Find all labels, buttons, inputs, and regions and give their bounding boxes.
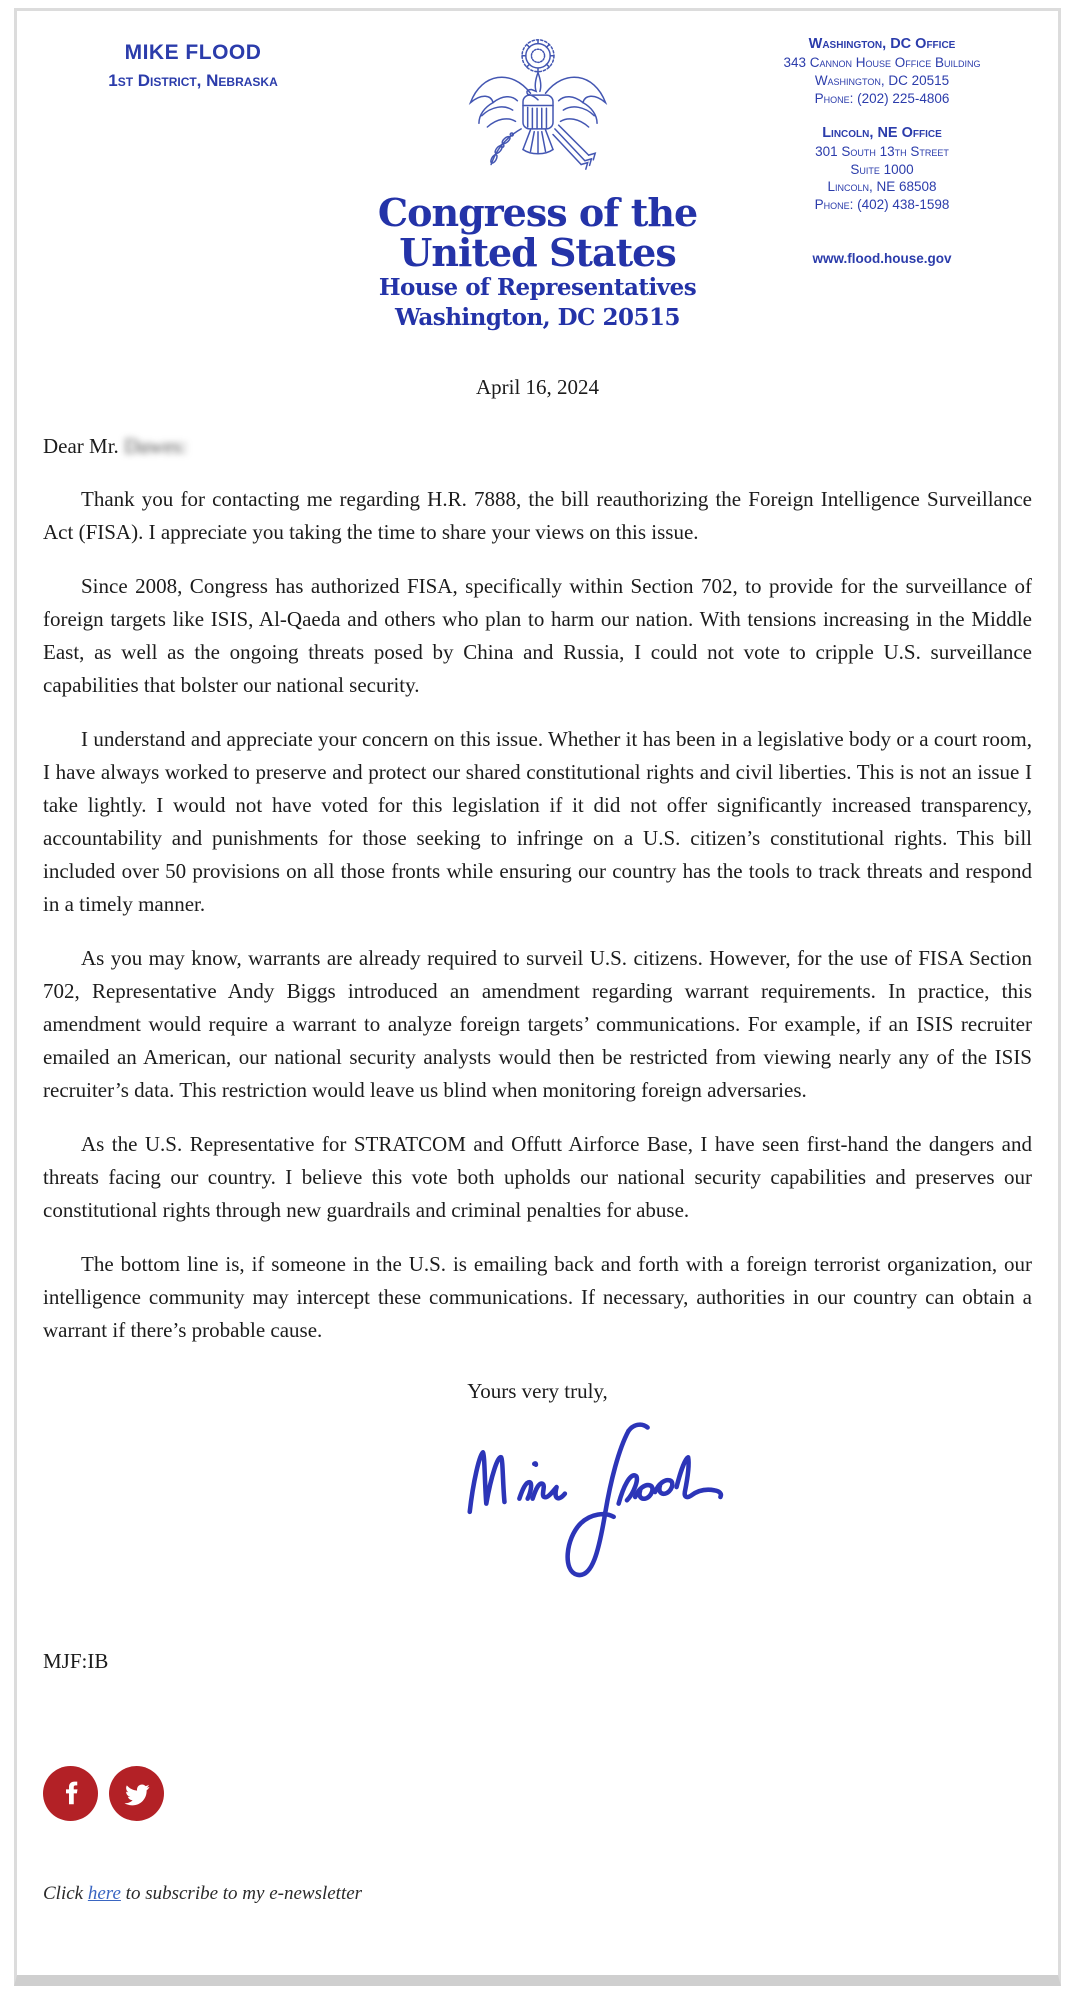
- house-subtitle: House of Representatives: [378, 273, 697, 301]
- letter-page: [14, 8, 1061, 1986]
- salutation-prefix: Dear Mr.: [43, 433, 125, 458]
- dc-office-address-2: Washington, DC 20515: [814, 72, 950, 88]
- twitter-icon: [122, 1778, 152, 1808]
- paragraph-1: Thank you for contacting me regarding H.R. 7888, the bill reauthorizing the Foreign Intelligence Surveillance Act (FISA). I appreciate you taking the time to share your views on this issue.: [43, 486, 1032, 544]
- paragraph-3: I understand and appreciate your concern on this issue. Whether it has been in a legislative body or a court room, I have always worked to preserve and protect our shared constitutional rights and civil liberties. This is not an issue I take lightly. I would not have voted for this legislation if it did not offer significantly increased transparency, accountability and punishments for those seeking to infringe on a U.S. citizen’s constitutional rights. This bill included over 50 provisions on all those fronts while ensuring our country has the tools to track threats and respond in a timely manner.: [43, 726, 1032, 916]
- newsletter-prefix: Click: [43, 1882, 88, 1904]
- letter-date: April 16, 2024: [475, 374, 600, 399]
- newsletter-line: [43, 1883, 1032, 1905]
- letterhead-center: [343, 27, 732, 333]
- newsletter-here-link[interactable]: here: [87, 1882, 121, 1904]
- signature-block: [43, 1406, 1032, 1593]
- facebook-icon: [56, 1778, 86, 1808]
- letterhead-offices: [732, 27, 1032, 268]
- ne-office-block: [732, 124, 1032, 214]
- congress-title: Congress of the United States: [377, 190, 698, 275]
- letterhead: [43, 27, 1032, 333]
- member-district: 1st District, Nebraska: [108, 71, 278, 90]
- twitter-button[interactable]: [109, 1766, 164, 1821]
- washington-subtitle: Washington, DC 20515: [395, 303, 680, 331]
- letter-body: [43, 483, 1032, 1347]
- newsletter-suffix: to subscribe to my e-newsletter: [120, 1882, 363, 1904]
- signature-mike-flood: [428, 1406, 758, 1588]
- ne-office-address-3: Lincoln, NE 68508: [827, 179, 937, 195]
- reference-initials: MJF:IB: [43, 1648, 109, 1673]
- dc-office-title: Washington, DC Office: [808, 36, 956, 52]
- website-link[interactable]: www.flood.house.gov: [812, 250, 952, 266]
- dc-office-block: [732, 35, 1032, 108]
- member-name: MIKE FLOOD: [124, 41, 262, 64]
- salutation: [43, 434, 1032, 459]
- ne-office-address-2: Suite 1000: [850, 161, 914, 177]
- letterhead-member-block: [43, 27, 343, 91]
- paragraph-5: As the U.S. Representative for STRATCOM and Offutt Airforce Base, I have seen first-hand the dangers and threats facing our country. I believe this vote both upholds our national security capabilities and preserves our constitutional rights through new guardrails and criminal penalties for abuse.: [43, 1131, 1032, 1222]
- recipient-name-redacted: Dawes:: [124, 433, 188, 458]
- paragraph-2: Since 2008, Congress has authorized FISA, specifically within Section 702, to provide for the surveillance of foreign targets like ISIS, Al-Qaeda and others who plan to harm our nation. With tensions increasing in the Middle East, as well as the ongoing threats posed by China and Russia, I could not vote to cripple U.S. surveillance capabilities that bolster our national security.: [43, 573, 1032, 697]
- paragraph-6: The bottom line is, if someone in the U.S. is emailing back and forth with a foreign terrorist organization, our intelligence community may intercept these communications. If necessary, authorities in our country can obtain a warrant if there’s probable cause.: [43, 1251, 1032, 1342]
- paragraph-4: As you may know, warrants are already required to surveil U.S. citizens. However, for the use of FISA Section 702, Representative Andy Biggs introduced an amendment regarding warrant requirements. In practice, this amendment would require a warrant to analyze foreign targets’ communications. For example, if an ISIS recruiter emailed an American, our national security analysts would then be restricted from viewing nearly any of the ISIS recruiter’s data. This restriction would leave us blind when monitoring foreign adversaries.: [43, 945, 1032, 1102]
- great-seal-icon: [463, 33, 613, 191]
- ne-office-title: Lincoln, NE Office: [822, 124, 942, 141]
- facebook-button[interactable]: [43, 1766, 98, 1821]
- ne-office-phone: Phone: (402) 438-1598: [814, 197, 950, 213]
- dc-office-address-1: 343 Cannon House Office Building: [783, 55, 981, 71]
- closing-line: Yours very truly,: [467, 1378, 608, 1403]
- ne-office-address-1: 301 South 13th Street: [815, 143, 949, 159]
- dc-office-phone: Phone: (202) 225-4806: [814, 90, 950, 106]
- social-links: [43, 1766, 1032, 1821]
